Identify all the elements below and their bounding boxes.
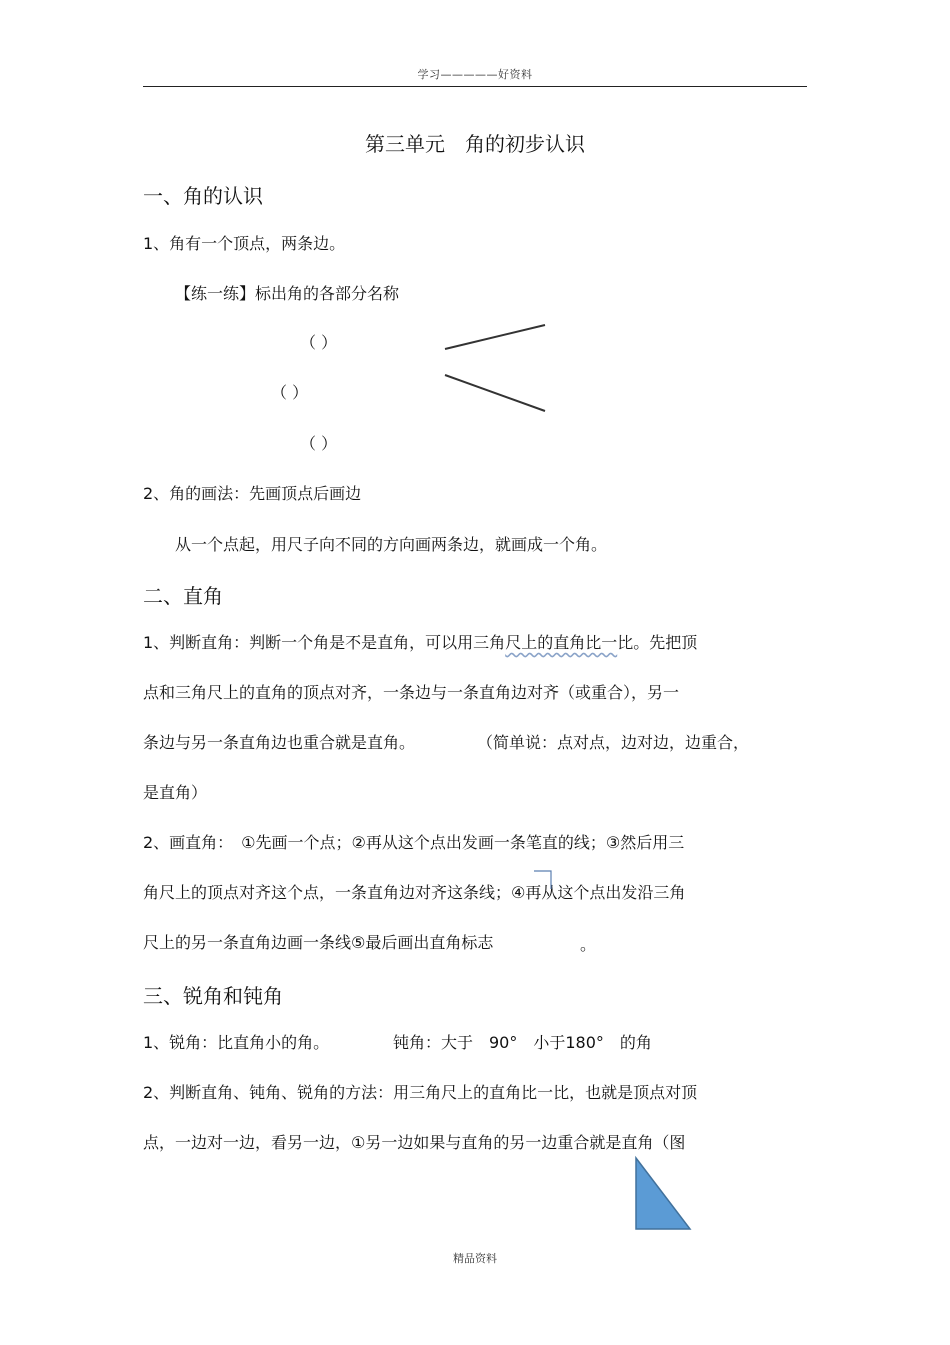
section2-p1-line3-b: （简单说：点对点，边对边，边重合， bbox=[477, 733, 750, 752]
section2-p1-line1-b: 尺上的直角比一 bbox=[505, 633, 618, 652]
blank-vertex: （ ） bbox=[271, 383, 309, 402]
section2-p1-line1-a: 1、判断直角：判断一个角是不是直角，可以用三角 bbox=[143, 633, 506, 652]
section2-p1-line3-a: 条边与另一条直角边也重合就是直角。 bbox=[143, 733, 416, 752]
section1-item2-detail: 从一个点起，用尺子向不同的方向画两条边，就画成一个角。 bbox=[175, 535, 608, 554]
section1-item1: 1、角有一个顶点，两条边。 bbox=[143, 234, 346, 253]
practice-label: 【练一练】标出角的各部分名称 bbox=[175, 284, 400, 303]
page-title: 第三单元 角的初步认识 bbox=[365, 132, 585, 156]
section2-p2-line3-end: 。 bbox=[580, 935, 597, 954]
section2-heading: 二、直角 bbox=[143, 584, 223, 608]
section3-p2-line2: 点，一边对一边，看另一边，①另一边如果与直角的另一边重合就是直角（图 bbox=[143, 1133, 686, 1152]
page-header: 学习—————好资料 bbox=[417, 68, 533, 81]
section2-p2-line2: 角尺上的顶点对齐这个点，一条直角边对齐这条线；④再从这个点出发沿三角 bbox=[143, 883, 686, 902]
section2-p1-line4: 是直角） bbox=[143, 783, 208, 802]
section1-item2: 2、角的画法：先画顶点后画边 bbox=[143, 484, 362, 503]
blank-top: （ ） bbox=[300, 333, 338, 352]
right-triangle bbox=[636, 1158, 690, 1229]
section2-p2-line3: 尺上的另一条直角边画一条线⑤最后画出直角标志 bbox=[143, 933, 494, 952]
section3-heading: 三、锐角和钝角 bbox=[143, 984, 283, 1008]
section2-p1-line2: 点和三角尺上的直角的顶点对齐，一条边与一条直角边对齐（或重合），另一 bbox=[143, 683, 680, 702]
blank-bottom: （ ） bbox=[300, 434, 338, 453]
section2-p2-line1: 2、画直角： ①先画一个点；②再从这个点出发画一条笔直的线；③然后用三 bbox=[143, 833, 685, 852]
section1-heading: 一、角的认识 bbox=[143, 184, 263, 208]
section2-p1-line1-c: 比。先把顶 bbox=[617, 633, 698, 652]
section3-p1-b: 钝角：大于 90° 小于180° 的角 bbox=[393, 1033, 652, 1052]
section3-p2-line1: 2、判断直角、钝角、锐角的方法：用三角尺上的直角比一比，也就是顶点对顶 bbox=[143, 1083, 698, 1102]
page-footer: 精品资料 bbox=[453, 1252, 497, 1265]
section3-p1-a: 1、锐角：比直角小的角。 bbox=[143, 1033, 330, 1052]
